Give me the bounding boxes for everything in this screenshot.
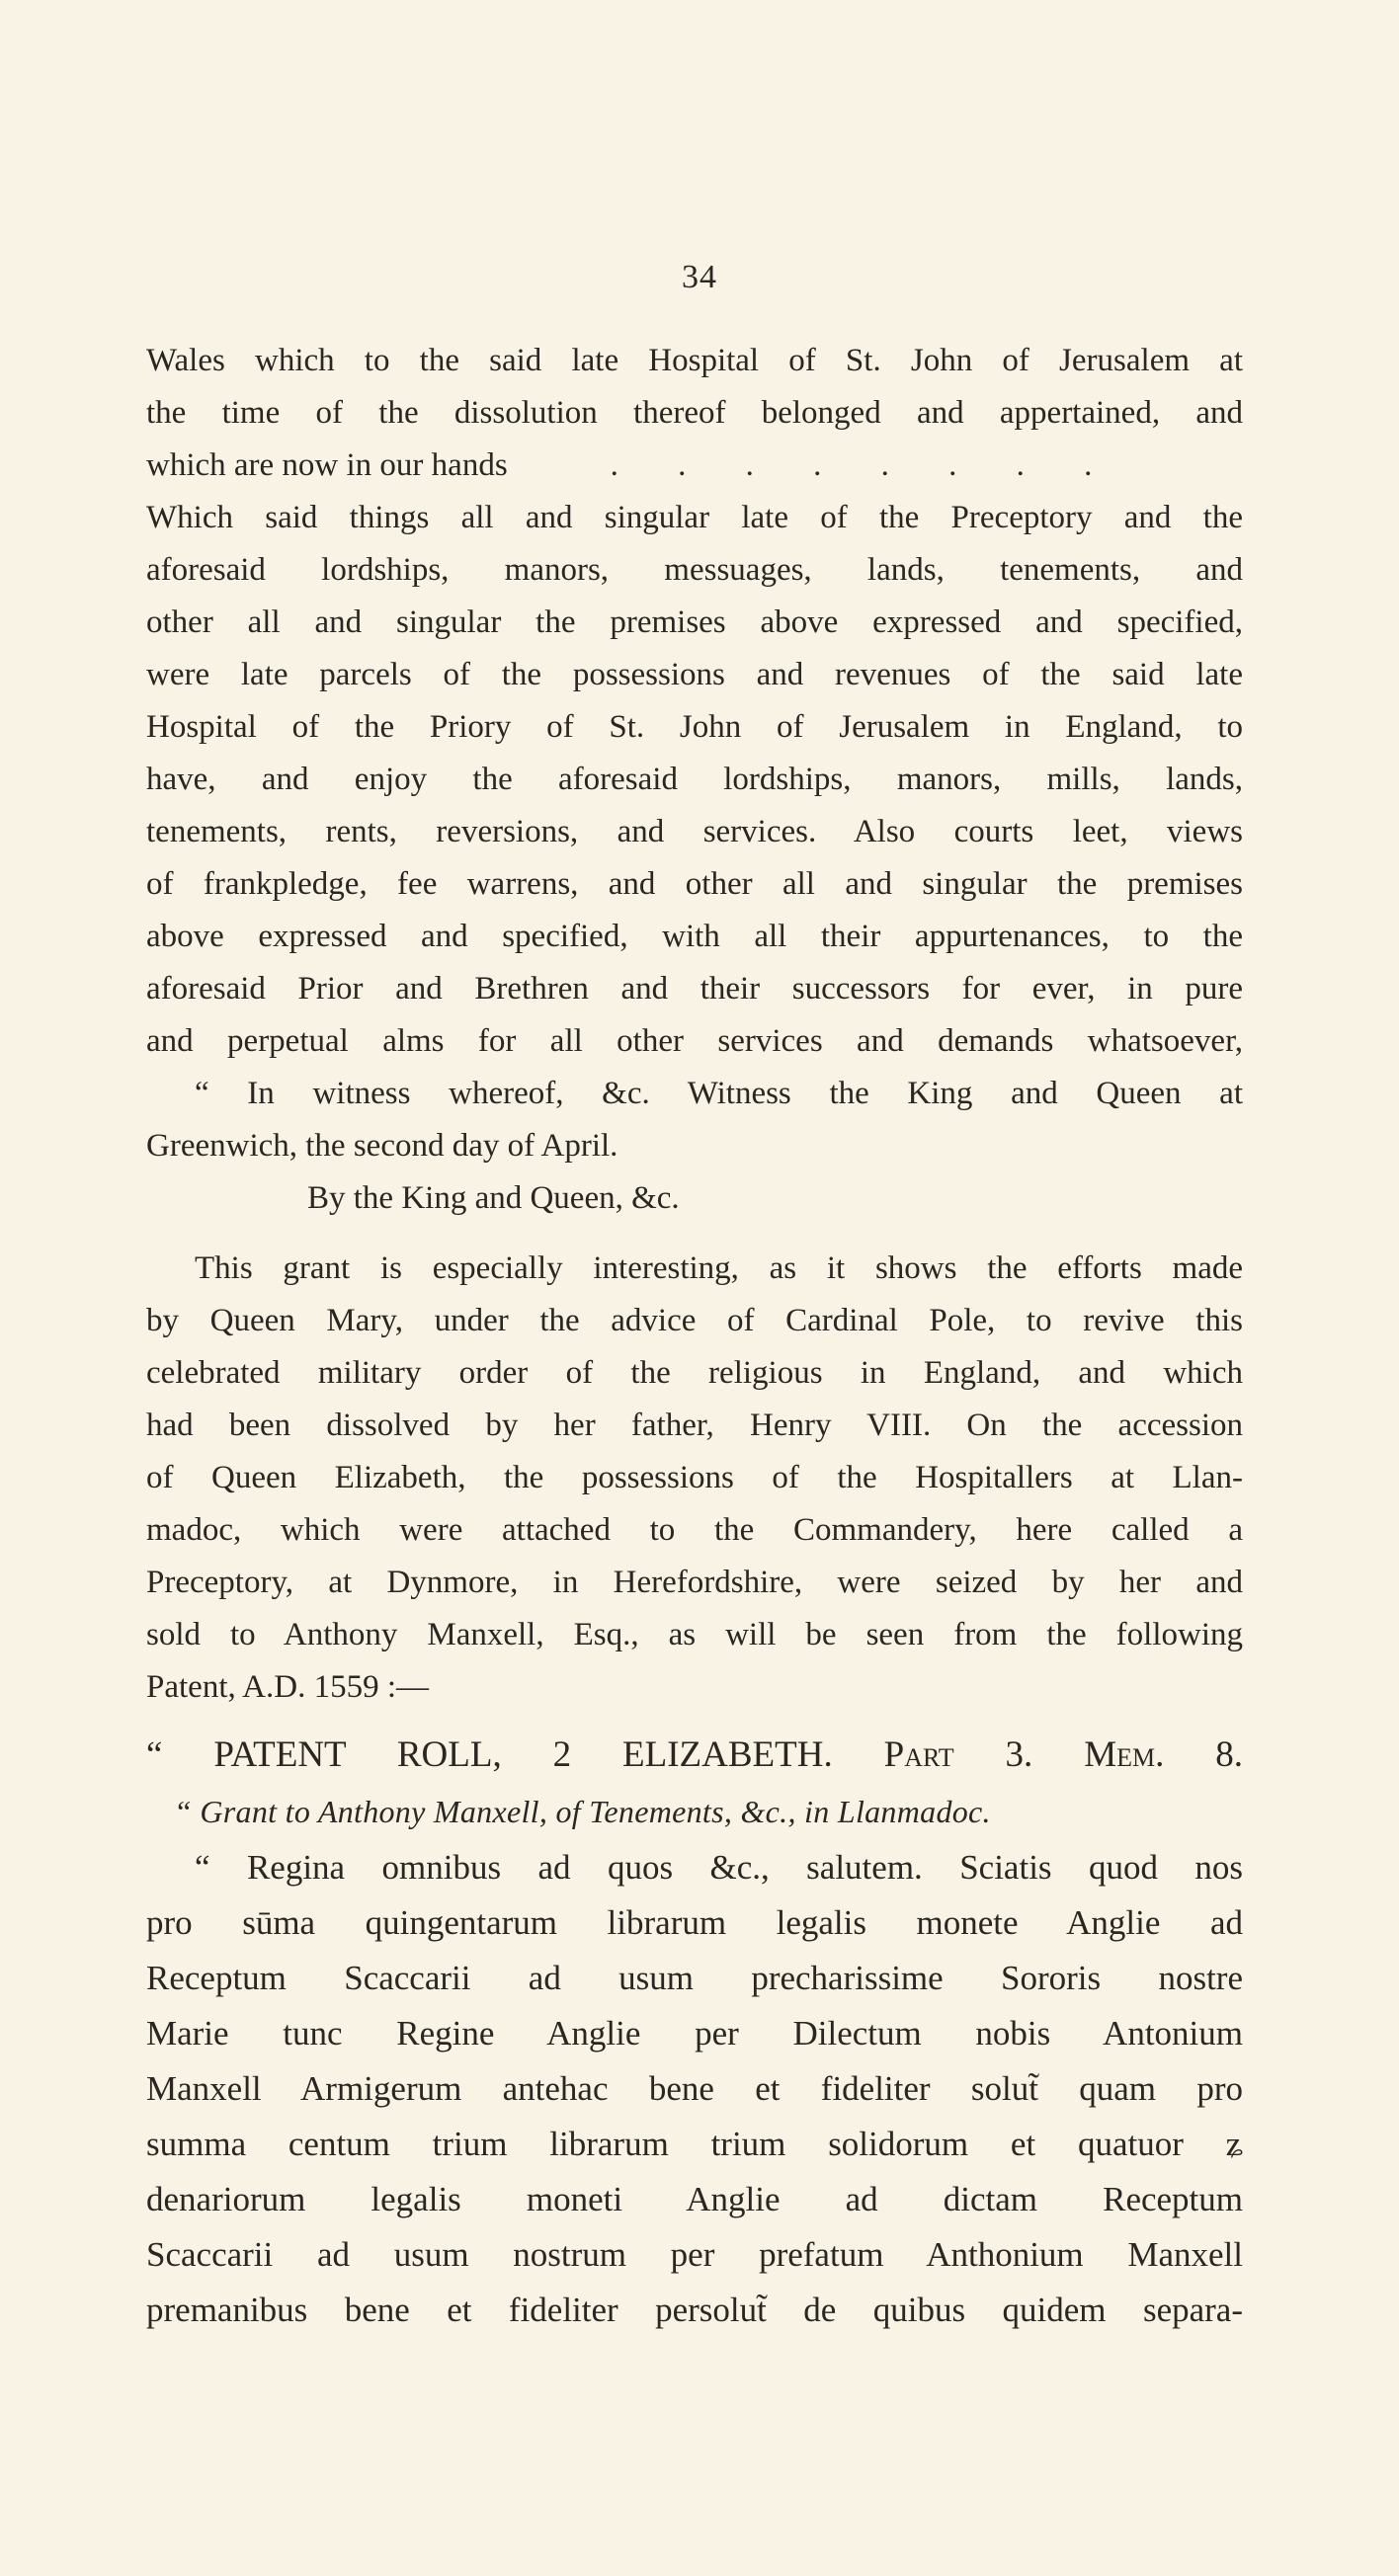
text-line: by Queen Mary, under the advice of Cardinal Pole, to revive this: [146, 1303, 1243, 1338]
text-line: pro sūma quingentarum librarum legalis monete Anglie ad: [146, 1903, 1243, 1942]
text-line: the time of the dissolution thereof belonged and appertained, and: [146, 395, 1243, 431]
text-line: Receptum Scaccarii ad usum precharissime Sororis nostre: [146, 1959, 1243, 1997]
heading-membrane: Mem. 8.: [1084, 1734, 1244, 1775]
text-line: of frankpledge, fee warrens, and other all and singular the premises: [146, 866, 1243, 902]
text-line: Scaccarii ad usum nostrum per prefatum Anthonium Manxell: [146, 2235, 1243, 2274]
text-line: denariorum legalis moneti Anglie ad dictam Receptum: [146, 2180, 1243, 2218]
text-line: Preceptory, at Dynmore, in Herefordshire, were seized by her and: [146, 1565, 1243, 1600]
text-line: were late parcels of the possessions and revenues of the said late: [146, 657, 1243, 692]
text-line: summa centum trium librarum trium solidorum et quatuor ʑ: [146, 2125, 1243, 2163]
text-line: Patent, A.D. 1559 :—: [146, 1669, 429, 1705]
text-line: tenements, rents, reversions, and services. Also courts leet, views: [146, 814, 1243, 849]
text-line: “ In witness whereof, &c. Witness the King and Queen at: [195, 1076, 1243, 1111]
text-line: By the King and Queen, &c.: [307, 1180, 680, 1216]
text-line: celebrated military order of the religious in England, and which: [146, 1355, 1243, 1391]
text-line: Greenwich, the second day of April.: [146, 1128, 618, 1164]
paragraph-commentary: [146, 1243, 1243, 1714]
text-line: Hospital of the Priory of St. John of Jerusalem in England, to: [146, 709, 1243, 745]
heading-title: “ PATENT ROLL, 2 ELIZABETH.: [146, 1734, 833, 1775]
grant-subheading: “ Grant to Anthony Manxell, of Tenements, &c., in Llanmadoc.: [174, 1794, 991, 1829]
page-number: 34: [682, 259, 717, 295]
text-line: Marie tunc Regine Anglie per Dilectum nobis Antonium: [146, 2014, 1243, 2053]
text-line: “ Regina omnibus ad quos &c., salutem. Sciatis quod nos: [195, 1848, 1243, 1887]
text-line: other all and singular the premises above expressed and specified,: [146, 604, 1243, 640]
text-line: of Queen Elizabeth, the possessions of the Hospitallers at Llan-: [146, 1460, 1243, 1495]
text-line: above expressed and specified, with all their appurtenances, to the: [146, 919, 1243, 954]
text-line: Manxell Armigerum antehac bene et fideliter solut̃ quam pro: [146, 2069, 1243, 2108]
latin-patent-text: [146, 1840, 1243, 2338]
text-line: and perpetual alms for all other services and demands whatsoever,: [146, 1023, 1243, 1059]
paragraph-grant-text: [146, 335, 1243, 1225]
text-line: This grant is especially interesting, as it shows the efforts made: [195, 1250, 1243, 1286]
text-line: Which said things all and singular late of the Preceptory and the: [146, 500, 1243, 535]
text-line: sold to Anthony Manxell, Esq., as will be seen from the following: [146, 1617, 1243, 1652]
patent-roll-heading: [146, 1726, 1243, 1838]
text-line: madoc, which were attached to the Commandery, here called a: [146, 1512, 1243, 1548]
text-line: have, and enjoy the aforesaid lordships, manors, mills, lands,: [146, 762, 1243, 797]
text-line: had been dissolved by her father, Henry VIII. On the accession: [146, 1408, 1243, 1443]
text-line: premanibus bene et fideliter persolut̃ de quibus quidem separa-: [146, 2291, 1243, 2329]
text-line-with-leaders: [146, 440, 1243, 492]
heading-part: Part 3.: [883, 1734, 1033, 1775]
text-line: aforesaid Prior and Brethren and their successors for ever, in pure: [146, 971, 1243, 1006]
heading-line: [146, 1726, 1243, 1785]
text-line: aforesaid lordships, manors, messuages, lands, tenements, and: [146, 552, 1243, 588]
text-line: Wales which to the said late Hospital of St. John of Jerusalem at: [146, 343, 1243, 378]
text-line: which are now in our hands: [146, 447, 508, 483]
leader-dots: . . . . . . . .: [610, 447, 1093, 483]
